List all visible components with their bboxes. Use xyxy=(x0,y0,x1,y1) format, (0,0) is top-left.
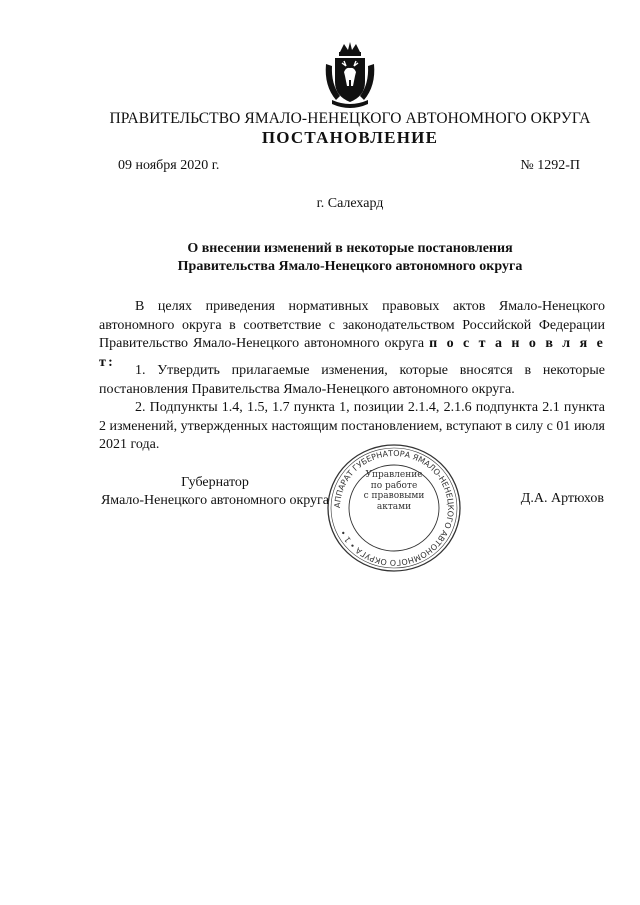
document-city: г. Салехард xyxy=(316,196,384,211)
document-subject xyxy=(0,240,640,276)
preamble-text: В целях приведения нормативных правовых актов Ямало-Ненецкого автономного округа в соответствие с законодательством Российской Федерации Правительство Ямало-Ненецкого автономного округа xyxy=(99,299,605,351)
position-line-1: Губернатор xyxy=(181,475,249,490)
stamp-line-1: Управление xyxy=(365,470,423,480)
stamp-inner-text xyxy=(344,470,444,512)
document-date: 09 ноября 2020 г. xyxy=(118,158,220,173)
decree-item-2: 2. Подпункты 1.4, 1.5, 1.7 пункта 1, позиции 2.1.4, 2.1.6 подпункта 2.1 пункта 2 изменений, утвержденных настоящим постановлением, вступают в силу с 01 июля 2021 года. xyxy=(99,400,605,452)
decree-item-1: 1. Утвердить прилагаемые изменения, которые вносятся в некоторые постановления Правительства Ямало-Ненецкого автономного округа. xyxy=(99,363,605,397)
decree-word: п о с т а н о в л я е т: xyxy=(99,336,605,370)
stamp-line-4: актами xyxy=(376,501,412,512)
subject-line-1: О внесении изменений в некоторые постановления xyxy=(187,241,513,256)
signatory-name: Д.А. Артюхов xyxy=(520,491,604,506)
stamp-ring-textpath: АППАРАТ ГУБЕРНАТОРА ЯМАЛО-НЕНЕЦКОГО АВТОНОМНОГО ОКРУГА • 1 • xyxy=(332,448,456,568)
document-number: № 1292-П xyxy=(520,158,580,173)
signatory-position xyxy=(99,474,331,509)
document-type: ПОСТАНОВЛЕНИЕ xyxy=(261,128,439,147)
yamal-nenets-coat-of-arms-icon xyxy=(322,42,378,108)
decree-items xyxy=(99,362,605,455)
position-line-2: Ямало-Ненецкого автономного округа xyxy=(100,492,330,508)
preamble-paragraph xyxy=(99,298,605,372)
stamp-line-3: с правовыми xyxy=(363,491,425,501)
government-title: ПРАВИТЕЛЬСТВО ЯМАЛО-НЕНЕЦКОГО АВТОНОМНОГО ОКРУГА xyxy=(109,110,591,127)
subject-line-2: Правительства Ямало-Ненецкого автономного округа xyxy=(177,259,523,274)
stamp-line-2: по работе xyxy=(370,480,418,491)
